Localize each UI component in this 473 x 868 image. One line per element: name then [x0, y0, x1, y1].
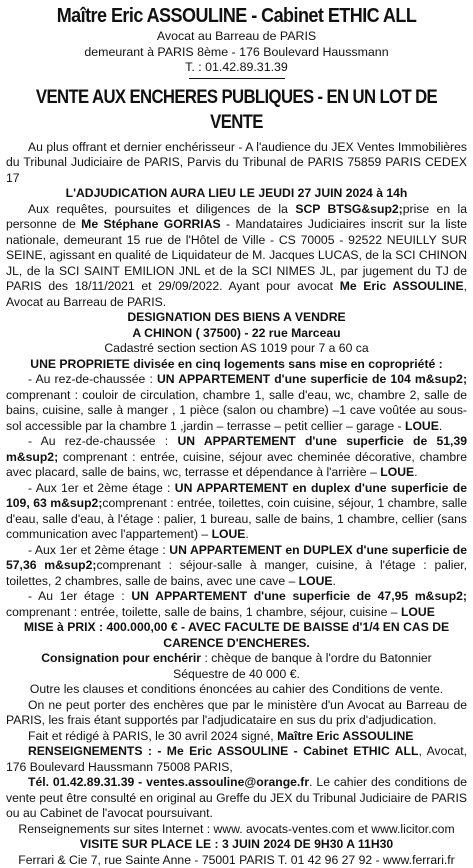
firm-bar: Avocat au Barreau de PARIS [6, 29, 467, 45]
lot-item: - Au rez-de-chaussée : UN APPARTEMENT d'une superficie de 51,39 m&sup2; comprenant : entrée, cuisine, séjour avec cheminée décorative, chambre avec placard, salle de bains, wc, terrasse et dépendance à l'arrière – LOUE. [6, 434, 467, 481]
reserve-price-continued: CARENCE D'ENCHERES. [6, 636, 467, 652]
designation-title: DESIGNATION DES BIENS A VENDRE [6, 310, 467, 326]
firm-phone: T. : 01.42.89.31.39 [6, 60, 467, 76]
intro-paragraph: Au plus offrant et dernier enchérisseur - A l'audience du JEX Ventes Immobilières du Tribunal Judiciaire de PARIS, Parvis du Tribunal de PARIS 75859 PARIS CEDEX 17 [6, 140, 467, 187]
reserve-price: MISE à PRIX : 400.000,00 € - AVEC FACULTE DE BAISSE d'1/4 EN CAS DE [6, 620, 467, 636]
consignation-amount: Séquestre de 40 000 €. [6, 667, 467, 683]
visit-line: VISITE SUR PLACE LE : 3 JUIN 2024 DE 9H30 A 11H30 [6, 837, 467, 853]
consignation-line: Consignation pour enchérir : chèque de banque à l'ordre du Batonnier [6, 651, 467, 667]
signature-line: Fait et rédigé à PARIS, le 30 avril 2024 signé, Maître Eric ASSOULINE [6, 729, 467, 745]
lot-item: - Au 1er étage : UN APPARTEMENT d'une superficie de 47,95 m&sup2; comprenant : entrée, toilette, salle de bains, 1 chambre, séjour, cuisine – LOUE [6, 589, 467, 620]
contact-paragraph: Tél. 01.42.89.31.39 - ventes.assouline@orange.fr. Le cahier des conditions de vente peut être consulté en original au Greffe du JEX du Tribunal Judiciaire de PARIS ou au Cabinet de l'avocat poursuivant. [6, 775, 467, 822]
property-location: A CHINON ( 37500) - 22 rue Marceau [6, 326, 467, 342]
lot-item: - Aux 1er et 2ème étage : UN APPARTEMENT en duplex d'une superficie de 109, 63 m&sup2;comprenant : entrée, toilettes, coin cuisine, séjour, 1 chambre, salle d'eau, salle d'eau, à l'étage : palier, 1 bureau, salle de bains, 1 chambre, cellier (sans communication avec l'appartement) – LOUE. [6, 481, 467, 543]
cadastre-line: Cadastré section section AS 1019 pour 7 a 60 ca [6, 341, 467, 357]
lot-item: - Au rez-de-chaussée : UN APPARTEMENT d'une superficie de 104 m&sup2; comprenant : couloir de circulation, chambre 1, salle d'eau, wc, chambre 2, salle de bains, cuisine, salle à manger , 1 pièce (salon ou chambre) –1 cave voûtée au sous-sol accessible par la chambre 1 ,jardin – terrasse – petit cellier – garage - LOUE. [6, 372, 467, 434]
websites-line: Renseignements sur sites Internet : www. avocats-ventes.com et www.licitor.com [6, 822, 467, 838]
header-divider [189, 78, 285, 79]
clauses-line: Outre les clauses et conditions énoncées au cahier des Conditions de vente. [6, 682, 467, 698]
firm-address: demeurant à PARIS 8ème - 176 Boulevard Haussmann [6, 45, 467, 61]
bidding-rules: On ne peut porter des enchères que par le ministère d'un Avocat au Barreau de PARIS, les frais étant supportés par l'adjudicataire en sus du prix d'adjudication. [6, 698, 467, 729]
auction-date: L'ADJUDICATION AURA LIEU LE JEUDI 27 JUIN 2024 à 14h [6, 186, 467, 202]
information-line: RENSEIGNEMENTS : - Me Eric ASSOULINE - Cabinet ETHIC ALL, Avocat, 176 Boulevard Haussmann 75008 PARIS, [6, 744, 467, 775]
property-summary: UNE PROPRIETE divisée en cinq logements sans mise en copropriété : [6, 357, 467, 373]
lot-item: - Aux 1er et 2ème étage : UN APPARTEMENT en DUPLEX d'une superficie de 57,36 m&sup2;comprenant : séjour-salle à manger, cuisine, à l'étage : palier, toilettes, 2 chambres, salle de bains, avec une cave – LOUE. [6, 543, 467, 590]
firm-title: Maître Eric ASSOULINE - Cabinet ETHIC ALL [29, 4, 444, 29]
publisher-footer: Ferrari & Cie 7, rue Sainte Anne - 75001 PARIS T. 01 42 96 27 92 - www.ferrari.fr [6, 853, 467, 868]
pursuit-paragraph: Aux requêtes, poursuites et diligences de la SCP BTSG&sup2;prise en la personne de Me Stéphane GORRIAS - Mandataires Judiciaires inscrit sur la liste nationale, demeurant 15 rue de l'Hôtel de Ville - CS 70005 - 92522 NEUILLY SUR SEINE, agissant en qualité de Liquidateur de M. Jacques LUCAS, de la SCI CHINON JL, de la SCI SAINT EMILION JNL et de la SCI NIMES JL, par jugement du TJ de PARIS des 18/11/2021 et 29/09/2022. Ayant pour avocat Me Eric ASSOULINE, Avocat au Barreau de PARIS. [6, 202, 467, 311]
sale-title: VENTE AUX ENCHERES PUBLIQUES - EN UN LOT DE VENTE [16, 85, 457, 135]
